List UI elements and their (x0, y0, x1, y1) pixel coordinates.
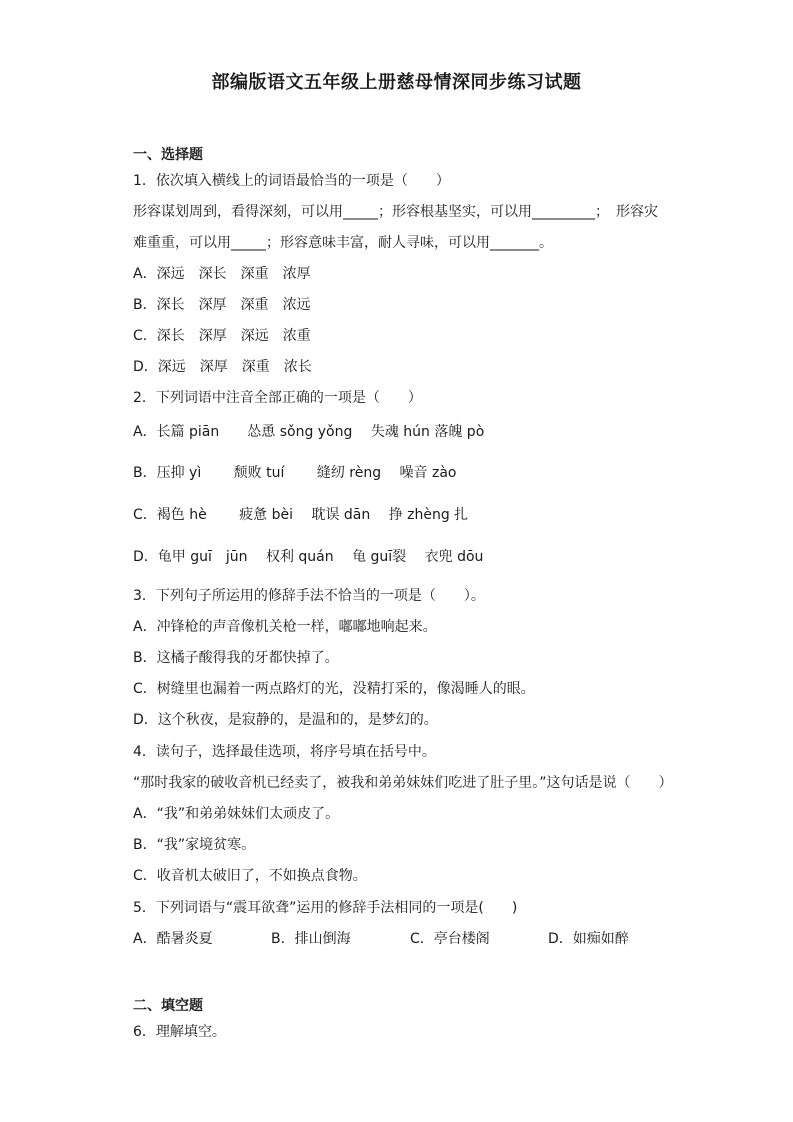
question-4-option-a: A．“我”和弟弟妹妹们太顽皮了。 (133, 806, 340, 822)
question-2-stem: 2．下列词语中注音全部正确的一项是（ ） (133, 390, 422, 406)
question-4-option-c: C．收音机太破旧了，不如换点食物。 (133, 868, 367, 884)
page-title: 部编版语文五年级上册慈母情深同步练习试题 (211, 72, 582, 93)
question-3-option-a: A．冲锋枪的声音像机关枪一样，嘟嘟地响起来。 (133, 619, 437, 635)
question-4-quote: “那时我家的破收音机已经卖了，被我和弟弟妹妹们吃进了肚子里。”这句话是说（ ） (133, 775, 673, 791)
question-3-option-c: C．树缝里也漏着一两点路灯的光，没精打采的，像渴睡人的眼。 (133, 681, 535, 697)
question-6-stem: 6．理解填空。 (133, 1024, 226, 1040)
section-heading-choice: 一、选择题 (133, 147, 203, 163)
question-5-option-c: C．亭台楼阁 (410, 931, 490, 947)
question-1-option-a: A．深远 深长 深重 浓厚 (133, 266, 311, 282)
question-3-stem: 3．下列句子所运用的修辞手法不恰当的一项是（ ）。 (133, 588, 485, 604)
question-5-option-d: D．如痴如醉 (548, 931, 629, 947)
question-5-options (133, 929, 653, 949)
question-3-option-d: D．这个秋夜，是寂静的，是温和的，是梦幻的。 (133, 712, 438, 728)
question-1-option-c: C．深长 深厚 深远 浓重 (133, 328, 311, 344)
question-4-stem: 4．读句子，选择最佳选项，将序号填在括号中。 (133, 744, 436, 760)
question-2-option-c: C．褐色 hè 疲惫 bèi 耽误 dān 挣 zhèng 扎 (133, 507, 469, 523)
question-1-text-line2: 难重重，可以用_____；形容意味丰富，耐人寻味，可以用_______。 (133, 235, 553, 251)
question-2-option-b: B．压抑 yì 颓败 tuí 缝纫 rèng 噪音 zào (133, 465, 457, 481)
question-1-text-line1: 形容谋划周到，看得深刻，可以用_____；形容根基坚实，可以用_________； 形容灾 (133, 204, 658, 220)
question-4-option-b: B．“我”家境贫寒。 (133, 837, 256, 853)
question-1-option-b: B．深长 深厚 深重 浓远 (133, 297, 311, 313)
question-5-option-a: A．酷暑炎夏 (133, 931, 213, 947)
question-1-option-d: D．深远 深厚 深重 浓长 (133, 359, 312, 375)
question-3-option-b: B．这橘子酸得我的牙都快掉了。 (133, 650, 339, 666)
question-1-stem: 1．依次填入横线上的词语最恰当的一项是（ ） (133, 173, 450, 189)
question-5-option-b: B．排山倒海 (271, 931, 351, 947)
section-heading-fill: 二、填空题 (133, 998, 203, 1014)
question-2-option-a: A．长篇 piān 怂恿 sǒng yǒng 失魂 hún 落魄 pò (133, 424, 485, 440)
question-2-option-d: D．龟甲 guī jūn 权利 quán 龟 guī裂 衣兜 dōu (133, 549, 484, 565)
question-5-stem: 5．下列词语与“震耳欲聋”运用的修辞手法相同的一项是( ) (133, 900, 518, 916)
